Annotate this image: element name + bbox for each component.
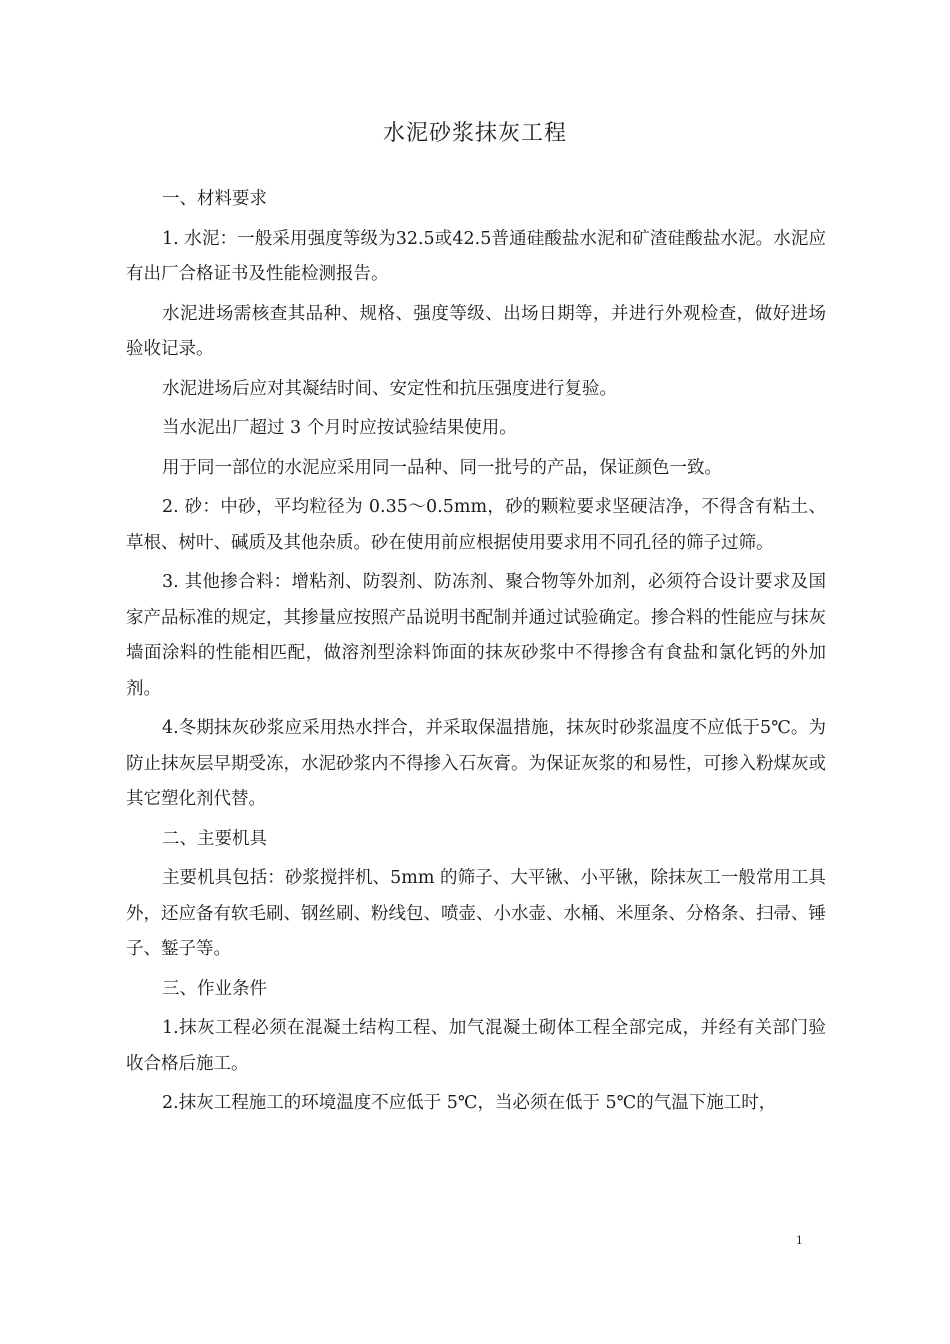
paragraph: 2.抹灰工程施工的环境温度不应低于 5℃，当必须在低于 5℃的气温下施工时， — [162, 1093, 777, 1113]
paragraph: 水泥进场需核查其品种、规格、强度等级、出场日期等，并进行外观检查，做好进场验收记录。 — [126, 303, 826, 359]
paragraph: 当水泥出厂超过 3 个月时应按试验结果使用。 — [162, 418, 517, 438]
section-heading-materials: 一、材料要求 — [162, 189, 267, 209]
section-heading-conditions: 三、作业条件 — [162, 978, 267, 999]
paragraph: 2. 砂：中砂，平均粒径为 0.35～0.5mm，砂的颗粒要求坚硬洁净，不得含有粘土、草根、树叶、碱质及其他杂质。砂在使用前应根据使用要求用不同孔径的筛子过筛。 — [126, 497, 826, 553]
document-title: 水泥砂浆抹灰工程 — [382, 121, 567, 146]
section-heading-tools: 二、主要机具 — [162, 828, 267, 849]
paragraph: 水泥进场后应对其凝结时间、安定性和抗压强度进行复验。 — [162, 378, 617, 399]
paragraph: 4.冬期抹灰砂浆应采用热水拌合，并采取保温措施，抹灰时砂浆温度不应低于5℃。为防止抹灰层早期受冻，水泥砂浆内不得掺入石灰膏。为保证灰浆的和易性，可掺入粉煤灰或其它塑化剂代替。 — [126, 718, 826, 809]
paragraph: 3. 其他掺合料：增粘剂、防裂剂、防冻剂、聚合物等外加剂，必须符合设计要求及国家产品标准的规定，其掺量应按照产品说明书配制并通过试验确定。掺合料的性能应与抹灰墙面涂料的性能相匹配，做溶剂型涂料饰面的抹灰砂浆中不得掺含有食盐和氯化钙的外加剂。 — [126, 572, 826, 699]
paragraph: 1. 水泥：一般采用强度等级为32.5或42.5普通硅酸盐水泥和矿渣硅酸盐水泥。水泥应有出厂合格证书及性能检测报告。 — [126, 228, 826, 284]
paragraph: 1.抹灰工程必须在混凝土结构工程、加气混凝土砌体工程全部完成，并经有关部门验收合格后施工。 — [126, 1018, 826, 1074]
paragraph: 主要机具包括：砂浆搅拌机、5mm 的筛子、大平锹、小平锹，除抹灰工一般常用工具外，还应备有软毛刷、钢丝刷、粉线包、喷壶、小水壶、水桶、米厘条、分格条、扫帚、锤子、錾子等。 — [126, 868, 826, 959]
page-number: 1 — [796, 1232, 803, 1247]
paragraph: 用于同一部位的水泥应采用同一品种、同一批号的产品，保证颜色一致。 — [162, 457, 722, 478]
document-body — [126, 182, 826, 1126]
